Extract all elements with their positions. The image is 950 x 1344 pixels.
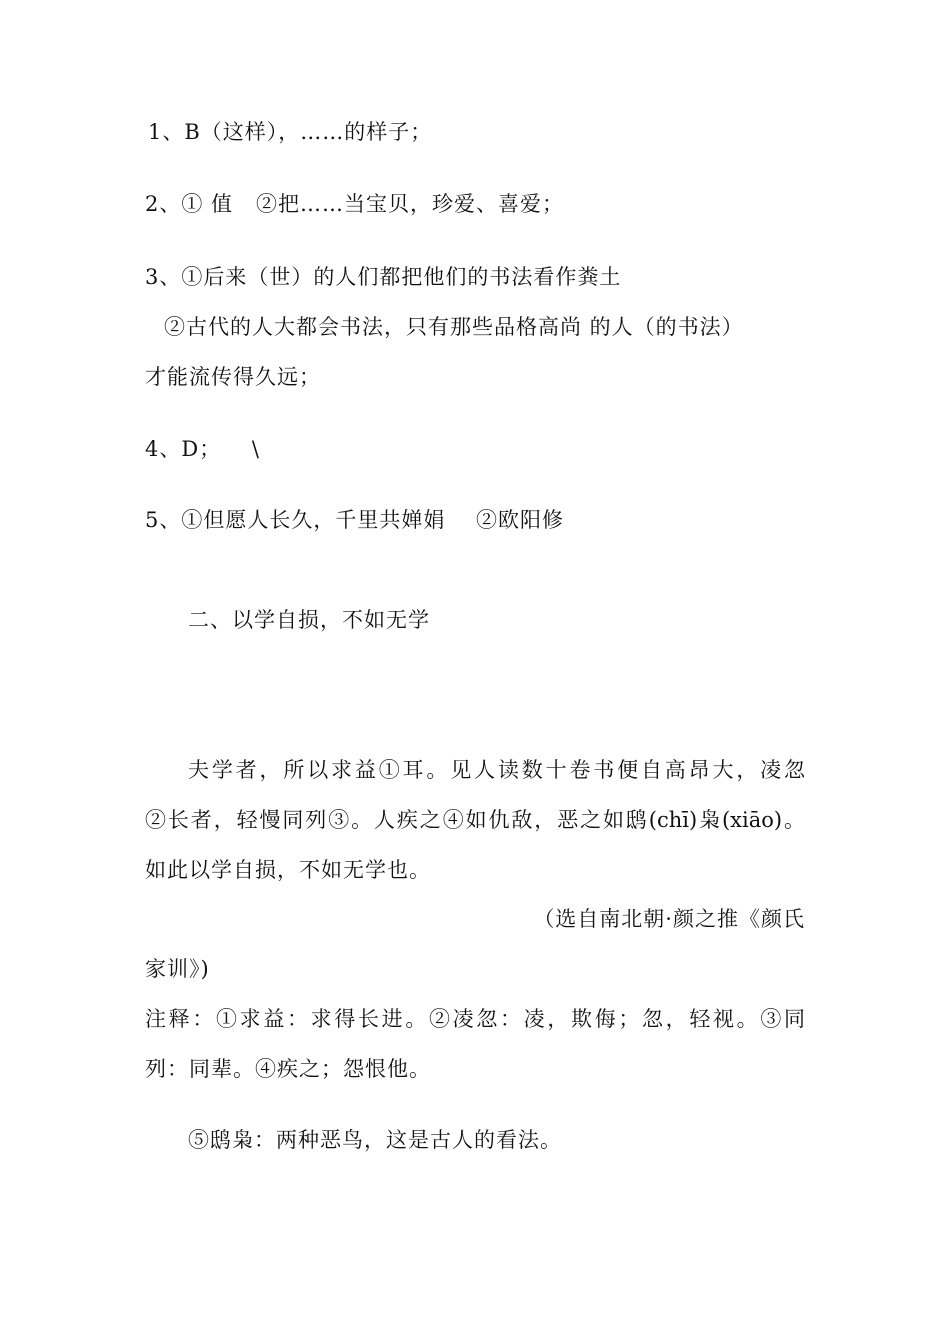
answer-1: 1、B（这样），……的样子； [148,120,433,144]
passage-line-2: ②长者，轻慢同列③。人疾之④如仇敌，恶之如鸱(chī)枭(xiāo)。 [145,808,805,832]
source-citation-line-2: 家训》) [145,957,210,981]
answer-3-line-2: ②古代的人大都会书法，只有那些品格高尚 的人（的书法） [164,315,744,339]
answer-3-line-1: 3、①后来（世）的人们都把他们的书法看作粪土 [145,265,622,289]
answer-2: 2、① 值 ②把……当宝贝，珍爱、喜爱； [145,192,565,216]
answer-5: 5、①但愿人长久，千里共婵娟 ②欧阳修 [145,508,565,532]
notes-line-3: ⑤鸱枭：两种恶鸟，这是古人的看法。 [188,1128,562,1152]
source-citation-line-1: （选自南北朝·颜之推《颜氏 [533,907,805,931]
passage-line-3: 如此以学自损，不如无学也。 [145,858,431,882]
notes-line-2: 列：同辈。④疾之；怨恨他。 [145,1057,431,1081]
notes-line-1: 注释：①求益：求得长进。②凌忽：凌，欺侮；忽，轻视。③同 [145,1007,805,1031]
answer-4: 4、D； \ [145,437,260,461]
answer-3-line-3: 才能流传得久远； [145,365,321,389]
section-title: 二、以学自损，不如无学 [188,608,430,632]
passage-line-1: 夫学者，所以求益①耳。见人读数十卷书便自高昂大，凌忽 [188,758,805,782]
